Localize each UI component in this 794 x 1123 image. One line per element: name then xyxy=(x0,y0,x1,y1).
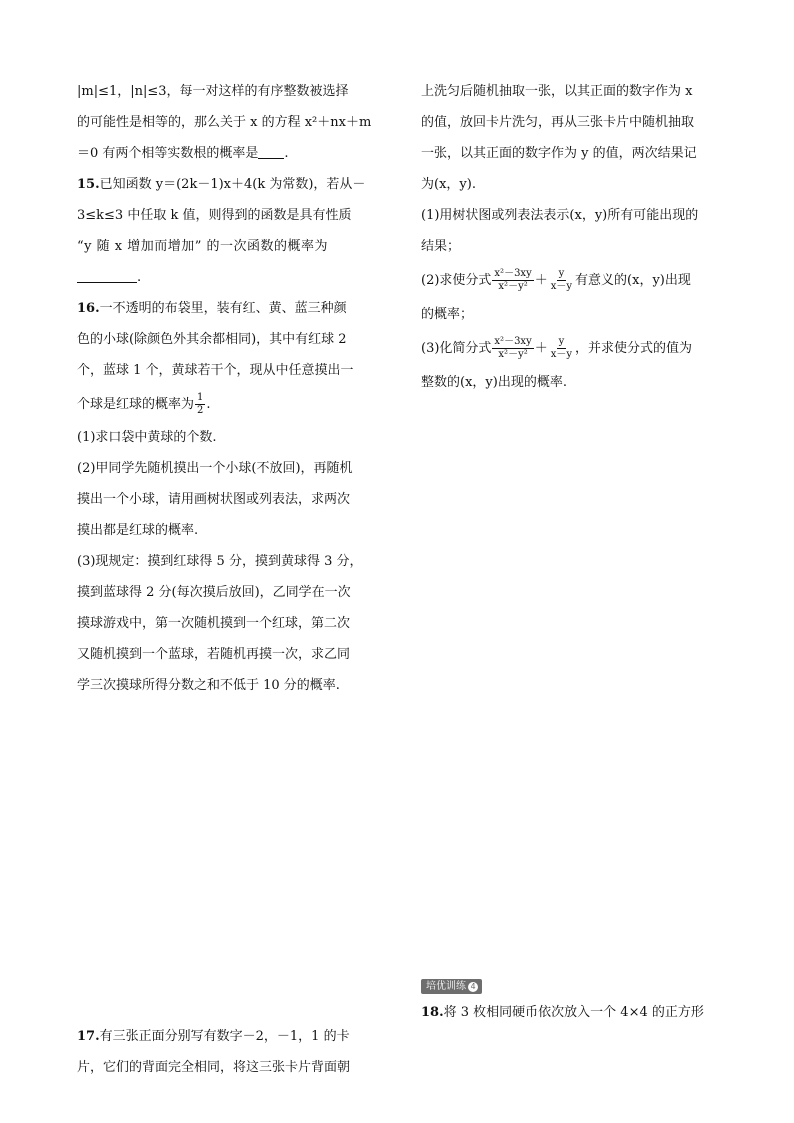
q16-period: . xyxy=(206,397,211,412)
q17-sub-2-line-2: 的概率； xyxy=(421,307,474,322)
right-column-bottom xyxy=(421,978,721,1034)
question-number-18: 18. xyxy=(421,1005,444,1020)
q15-text-1: 已知函数 y＝(2k－1)x＋4(k 为常数)，若从－ xyxy=(99,177,366,192)
q16-line-4 xyxy=(77,392,377,417)
plus-sign: ＋ xyxy=(534,273,548,288)
q17-cont-line-4: 为(x，y). xyxy=(421,177,476,192)
answer-blank xyxy=(77,268,137,283)
fraction-numerator: 1 xyxy=(197,392,204,403)
q14-line-3 xyxy=(77,144,377,164)
question-number-17: 17. xyxy=(77,1029,100,1044)
q17-cont-line-3: 一张，以其正面的数字作为 y 的值，两次结果记 xyxy=(421,146,697,161)
q17-sub-1-line-2: 结果； xyxy=(421,239,461,254)
fraction-2 xyxy=(549,268,574,293)
q15-period: . xyxy=(137,270,142,285)
q16-line-3: 个，蓝球 1 个，黄球若干个，现从中任意摸出一 xyxy=(77,363,354,378)
fraction-1 xyxy=(492,268,533,293)
q15-line-1 xyxy=(77,175,377,195)
right-column xyxy=(421,82,721,404)
fraction-one-half xyxy=(195,392,205,417)
q17-sub-2-text-b: 有意义的(x，y)出现 xyxy=(575,273,691,288)
q16-text-4: 个球是红球的概率为 xyxy=(77,397,195,412)
q18-text-1: 将 3 枚相同硬币依次放入一个 4×4 的正方形 xyxy=(443,1005,704,1020)
question-number-15: 15. xyxy=(77,177,100,192)
plus-sign: ＋ xyxy=(534,341,548,356)
q17-sub-3-text-a: (3)化简分式 xyxy=(421,341,492,356)
left-column-bottom xyxy=(77,1027,377,1089)
left-column xyxy=(77,82,377,707)
q17-sub-1-line-1: (1)用树状图或列表法表示(x，y)所有可能出现的 xyxy=(421,208,699,223)
q17-cont-line-2: 的值，放回卡片洗匀，再从三张卡片中随机抽取 xyxy=(421,115,695,130)
q16-sub-3-line-3: 摸球游戏中，第一次随机摸到一个红球，第二次 xyxy=(77,616,351,631)
q16-sub-2-line-1: (2)甲同学先随机摸出一个小球(不放回)，再随机 xyxy=(77,461,353,476)
training-badge xyxy=(421,979,482,994)
fraction-denominator: x－y xyxy=(550,349,573,360)
fraction-denominator: x²－y² xyxy=(498,349,528,360)
fraction-numerator: x²－3xy xyxy=(494,268,532,279)
q16-sub-3-line-5: 学三次摸球所得分数之和不低于 10 分的概率. xyxy=(77,678,340,693)
q17-sub-2-line-1 xyxy=(421,268,721,294)
q16-sub-2-line-2: 摸出一个小球，请用画树状图或列表法，求两次 xyxy=(77,492,351,507)
fraction-1 xyxy=(492,336,533,361)
badge-number-icon: 4 xyxy=(468,982,478,992)
fraction-numerator: x²－3xy xyxy=(494,336,532,347)
answer-blank xyxy=(258,144,284,159)
fraction-denominator: x²－y² xyxy=(498,281,528,292)
q14-line-2: 的可能性是相等的，那么关于 x 的方程 x²＋nx＋m xyxy=(77,115,372,130)
q16-sub-3-line-2: 摸到蓝球得 2 分(每次摸后放回)，乙同学在一次 xyxy=(77,585,351,600)
q14-text: ＝0 有两个相等实数根的概率是 xyxy=(77,146,259,161)
fraction-numerator: y xyxy=(558,336,565,347)
q16-text-1: 一不透明的布袋里，装有红、黄、蓝三种颜 xyxy=(99,301,347,316)
q16-sub-2-line-3: 摸出都是红球的概率. xyxy=(77,523,199,538)
fraction-denominator: 2 xyxy=(197,405,204,416)
q15-line-2: 3≤k≤3 中任取 k 值，则得到的函数是具有性质 xyxy=(77,208,352,223)
q15-line-4 xyxy=(77,268,377,288)
fraction-denominator: x－y xyxy=(550,281,573,292)
q15-line-3: “y 随 x 增加而增加” 的一次函数的概率为 xyxy=(77,239,328,254)
fraction-2 xyxy=(549,336,574,361)
q17-text-1: 有三张正面分别写有数字－2，－1，1 的卡 xyxy=(99,1029,350,1044)
q16-sub-1: (1)求口袋中黄球的个数. xyxy=(77,430,217,445)
q17-sub-2-text-a: (2)求使分式 xyxy=(421,273,492,288)
q17-line-1 xyxy=(77,1027,377,1047)
q16-line-2: 色的小球(除颜色外其余都相同)，其中有红球 2 xyxy=(77,332,347,347)
q14-line-1: |m|≤1，|n|≤3，每一对这样的有序整数被选择 xyxy=(77,84,349,99)
fraction-numerator: y xyxy=(558,268,565,279)
badge-label: 培优训练 xyxy=(426,981,466,992)
q18-line-1 xyxy=(421,1003,721,1023)
q17-line-2: 片，它们的背面完全相同，将这三张卡片背面朝 xyxy=(77,1060,351,1075)
q16-sub-3-line-1: (3)现规定：摸到红球得 5 分，摸到黄球得 3 分， xyxy=(77,554,363,569)
q17-cont-line-1: 上洗匀后随机抽取一张，以其正面的数字作为 x xyxy=(421,84,693,99)
q16-sub-3-line-4: 又随机摸到一个蓝球，若随机再摸一次，求乙同 xyxy=(77,647,351,662)
q17-sub-3-text-b: ，并求使分式的值为 xyxy=(575,341,693,356)
q16-line-1 xyxy=(77,299,377,319)
q17-sub-3-line-1 xyxy=(421,336,721,362)
q17-sub-3-line-2: 整数的(x，y)出现的概率. xyxy=(421,375,567,390)
training-badge-row xyxy=(421,978,721,994)
question-number-16: 16. xyxy=(77,301,100,316)
q14-period: . xyxy=(284,146,289,161)
